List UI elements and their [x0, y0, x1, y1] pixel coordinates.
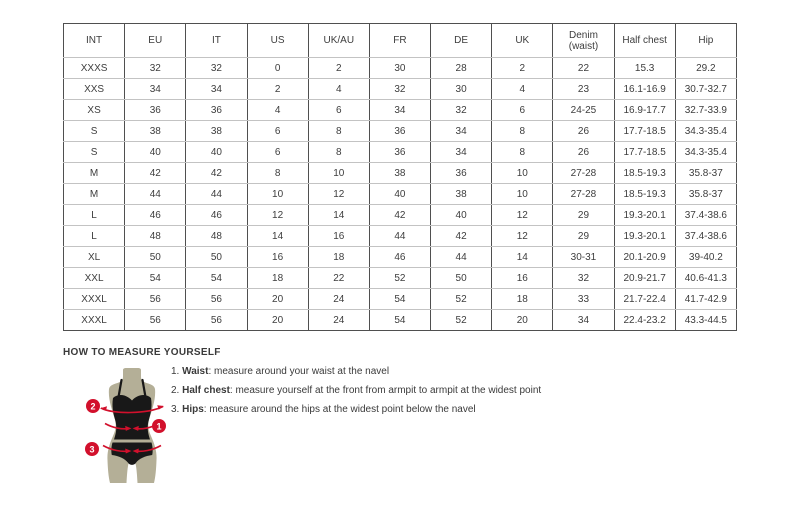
size-cell: 18.5-19.3	[614, 163, 675, 184]
size-cell: 10	[247, 184, 308, 205]
size-cell: 32	[369, 79, 430, 100]
size-cell: 10	[308, 163, 369, 184]
badge-2-number: 2	[90, 401, 96, 412]
size-cell: 52	[431, 310, 492, 331]
size-cell: 34.3-35.4	[675, 121, 736, 142]
column-header: INT	[64, 24, 125, 58]
size-cell: 34	[125, 79, 186, 100]
size-cell: 24	[308, 310, 369, 331]
size-cell: 23	[553, 79, 614, 100]
size-cell: XL	[64, 247, 125, 268]
size-cell: 22	[553, 58, 614, 79]
size-cell: 28	[431, 58, 492, 79]
size-cell: 56	[125, 310, 186, 331]
size-cell: 35.8-37	[675, 163, 736, 184]
size-cell: 43.3-44.5	[675, 310, 736, 331]
measure-item-number: 3.	[171, 404, 180, 415]
size-cell: 8	[308, 121, 369, 142]
column-header: Hip	[675, 24, 736, 58]
size-cell: 8	[247, 163, 308, 184]
size-cell: 26	[553, 142, 614, 163]
size-cell: 41.7-42.9	[675, 289, 736, 310]
column-header: Half chest	[614, 24, 675, 58]
measure-item-text: : measure around the hips at the widest point below the navel	[203, 404, 476, 415]
size-cell: 46	[186, 205, 247, 226]
size-cell: 4	[308, 79, 369, 100]
size-chart-header	[64, 24, 737, 58]
size-cell: 2	[492, 58, 553, 79]
size-cell: 34	[186, 79, 247, 100]
size-cell: 38	[431, 184, 492, 205]
size-cell: 40	[369, 184, 430, 205]
size-cell: 20	[247, 289, 308, 310]
camisole-top	[112, 395, 151, 439]
size-row	[64, 79, 737, 100]
size-cell: 29.2	[675, 58, 736, 79]
size-cell: 21.7-22.4	[614, 289, 675, 310]
size-cell: 42	[369, 205, 430, 226]
size-cell: 35.8-37	[675, 184, 736, 205]
size-cell: 44	[431, 247, 492, 268]
size-cell: 32	[186, 58, 247, 79]
size-cell: 40	[186, 142, 247, 163]
measure-item-text: : measure yourself at the front from armpit to armpit at the widest point	[229, 385, 542, 396]
size-cell: 17.7-18.5	[614, 142, 675, 163]
size-cell: 37.4-38.6	[675, 205, 736, 226]
size-cell: 19.3-20.1	[614, 205, 675, 226]
size-row	[64, 247, 737, 268]
size-cell: 22.4-23.2	[614, 310, 675, 331]
size-cell: S	[64, 142, 125, 163]
column-header: UK	[492, 24, 553, 58]
size-cell: XXL	[64, 268, 125, 289]
size-cell: 54	[369, 289, 430, 310]
size-cell: 36	[369, 142, 430, 163]
size-cell: 2	[308, 58, 369, 79]
size-cell: 16.9-17.7	[614, 100, 675, 121]
size-cell: 10	[492, 184, 553, 205]
size-cell: 4	[492, 79, 553, 100]
measure-item-label: Half chest	[182, 385, 230, 396]
size-cell: 27-28	[553, 184, 614, 205]
size-cell: 48	[125, 226, 186, 247]
measure-item-text: : measure around your waist at the navel	[208, 366, 390, 377]
size-cell: 40	[431, 205, 492, 226]
size-chart-body	[64, 58, 737, 331]
size-cell: 34	[431, 142, 492, 163]
size-cell: 20.1-20.9	[614, 247, 675, 268]
size-row	[64, 289, 737, 310]
measure-instructions-list	[171, 366, 541, 415]
size-cell: 8	[492, 121, 553, 142]
mannequin-neck	[115, 368, 149, 384]
size-cell: 39-40.2	[675, 247, 736, 268]
size-cell: 34.3-35.4	[675, 142, 736, 163]
size-cell: L	[64, 205, 125, 226]
size-cell: 18	[308, 247, 369, 268]
size-row	[64, 226, 737, 247]
header-row	[64, 24, 737, 58]
size-cell: 16	[247, 247, 308, 268]
size-cell: 30-31	[553, 247, 614, 268]
size-cell: 48	[186, 226, 247, 247]
column-header: EU	[125, 24, 186, 58]
size-cell: 56	[125, 289, 186, 310]
size-cell: 32	[431, 100, 492, 121]
size-row	[64, 310, 737, 331]
size-cell: XXXL	[64, 310, 125, 331]
size-cell: 16	[308, 226, 369, 247]
size-cell: 36	[186, 100, 247, 121]
size-cell: 14	[492, 247, 553, 268]
size-cell: 8	[492, 142, 553, 163]
size-cell: 32.7-33.9	[675, 100, 736, 121]
size-cell: 44	[186, 184, 247, 205]
size-row	[64, 100, 737, 121]
size-cell: 26	[553, 121, 614, 142]
size-row	[64, 58, 737, 79]
size-cell: 33	[553, 289, 614, 310]
size-cell: XXS	[64, 79, 125, 100]
size-cell: 42	[186, 163, 247, 184]
size-cell: S	[64, 121, 125, 142]
size-cell: 32	[125, 58, 186, 79]
size-cell: 8	[308, 142, 369, 163]
size-cell: 44	[369, 226, 430, 247]
size-cell: 24	[308, 289, 369, 310]
size-row	[64, 163, 737, 184]
size-cell: 6	[247, 121, 308, 142]
size-cell: 12	[308, 184, 369, 205]
column-header: DE	[431, 24, 492, 58]
measure-item-half-chest	[171, 385, 541, 396]
size-cell: 54	[369, 310, 430, 331]
size-cell: 14	[308, 205, 369, 226]
size-cell: 38	[186, 121, 247, 142]
size-cell: 50	[186, 247, 247, 268]
size-cell: 54	[125, 268, 186, 289]
size-cell: 12	[247, 205, 308, 226]
size-row	[64, 268, 737, 289]
size-cell: 19.3-20.1	[614, 226, 675, 247]
size-cell: 46	[369, 247, 430, 268]
measure-section-title: HOW TO MEASURE YOURSELF	[63, 347, 221, 358]
size-cell: 52	[369, 268, 430, 289]
measure-item-label: Hips	[182, 404, 204, 415]
size-cell: 37.4-38.6	[675, 226, 736, 247]
size-cell: 10	[492, 163, 553, 184]
size-cell: 30	[431, 79, 492, 100]
size-cell: 56	[186, 310, 247, 331]
size-cell: M	[64, 184, 125, 205]
measure-item-label: Waist	[182, 366, 209, 377]
measure-item-number: 1.	[171, 366, 180, 377]
size-cell: 54	[186, 268, 247, 289]
size-cell: 42	[125, 163, 186, 184]
size-cell: 12	[492, 226, 553, 247]
measure-item-waist	[171, 366, 541, 377]
size-cell: L	[64, 226, 125, 247]
column-header: Denim (waist)	[553, 24, 614, 58]
size-cell: 4	[247, 100, 308, 121]
size-cell: 27-28	[553, 163, 614, 184]
size-cell: 20.9-21.7	[614, 268, 675, 289]
size-cell: 56	[186, 289, 247, 310]
size-row	[64, 142, 737, 163]
size-cell: 16	[492, 268, 553, 289]
size-cell: 0	[247, 58, 308, 79]
measure-item-hips	[171, 404, 541, 415]
size-cell: 18	[492, 289, 553, 310]
size-cell: 29	[553, 226, 614, 247]
measure-item-number: 2.	[171, 385, 180, 396]
size-cell: XXXS	[64, 58, 125, 79]
size-cell: 46	[125, 205, 186, 226]
size-cell: 20	[247, 310, 308, 331]
size-cell: 29	[553, 205, 614, 226]
size-cell: 16.1-16.9	[614, 79, 675, 100]
size-cell: M	[64, 163, 125, 184]
size-cell: 24-25	[553, 100, 614, 121]
size-cell: 14	[247, 226, 308, 247]
size-cell: 6	[247, 142, 308, 163]
size-cell: XS	[64, 100, 125, 121]
column-header: UK/AU	[308, 24, 369, 58]
size-cell: 34	[553, 310, 614, 331]
column-header: IT	[186, 24, 247, 58]
size-row	[64, 121, 737, 142]
size-cell: 50	[125, 247, 186, 268]
size-cell: 34	[369, 100, 430, 121]
size-cell: 52	[431, 289, 492, 310]
size-cell: 30	[369, 58, 430, 79]
size-cell: 38	[369, 163, 430, 184]
size-row	[64, 184, 737, 205]
size-chart-table	[63, 23, 737, 331]
size-cell: 50	[431, 268, 492, 289]
size-cell: 36	[369, 121, 430, 142]
size-cell: 15.3	[614, 58, 675, 79]
column-header: US	[247, 24, 308, 58]
size-cell: 18.5-19.3	[614, 184, 675, 205]
size-cell: 6	[492, 100, 553, 121]
size-cell: 2	[247, 79, 308, 100]
size-cell: 6	[308, 100, 369, 121]
size-cell: 30.7-32.7	[675, 79, 736, 100]
badge-3-number: 3	[89, 444, 95, 455]
size-cell: 20	[492, 310, 553, 331]
size-cell: XXXL	[64, 289, 125, 310]
size-cell: 36	[125, 100, 186, 121]
size-cell: 22	[308, 268, 369, 289]
size-row	[64, 205, 737, 226]
size-cell: 40.6-41.3	[675, 268, 736, 289]
size-cell: 12	[492, 205, 553, 226]
size-cell: 38	[125, 121, 186, 142]
column-header: FR	[369, 24, 430, 58]
size-cell: 44	[125, 184, 186, 205]
size-cell: 18	[247, 268, 308, 289]
size-cell: 17.7-18.5	[614, 121, 675, 142]
badge-1-number: 1	[156, 421, 162, 432]
size-cell: 34	[431, 121, 492, 142]
size-cell: 32	[553, 268, 614, 289]
size-cell: 36	[431, 163, 492, 184]
size-cell: 40	[125, 142, 186, 163]
size-cell: 42	[431, 226, 492, 247]
